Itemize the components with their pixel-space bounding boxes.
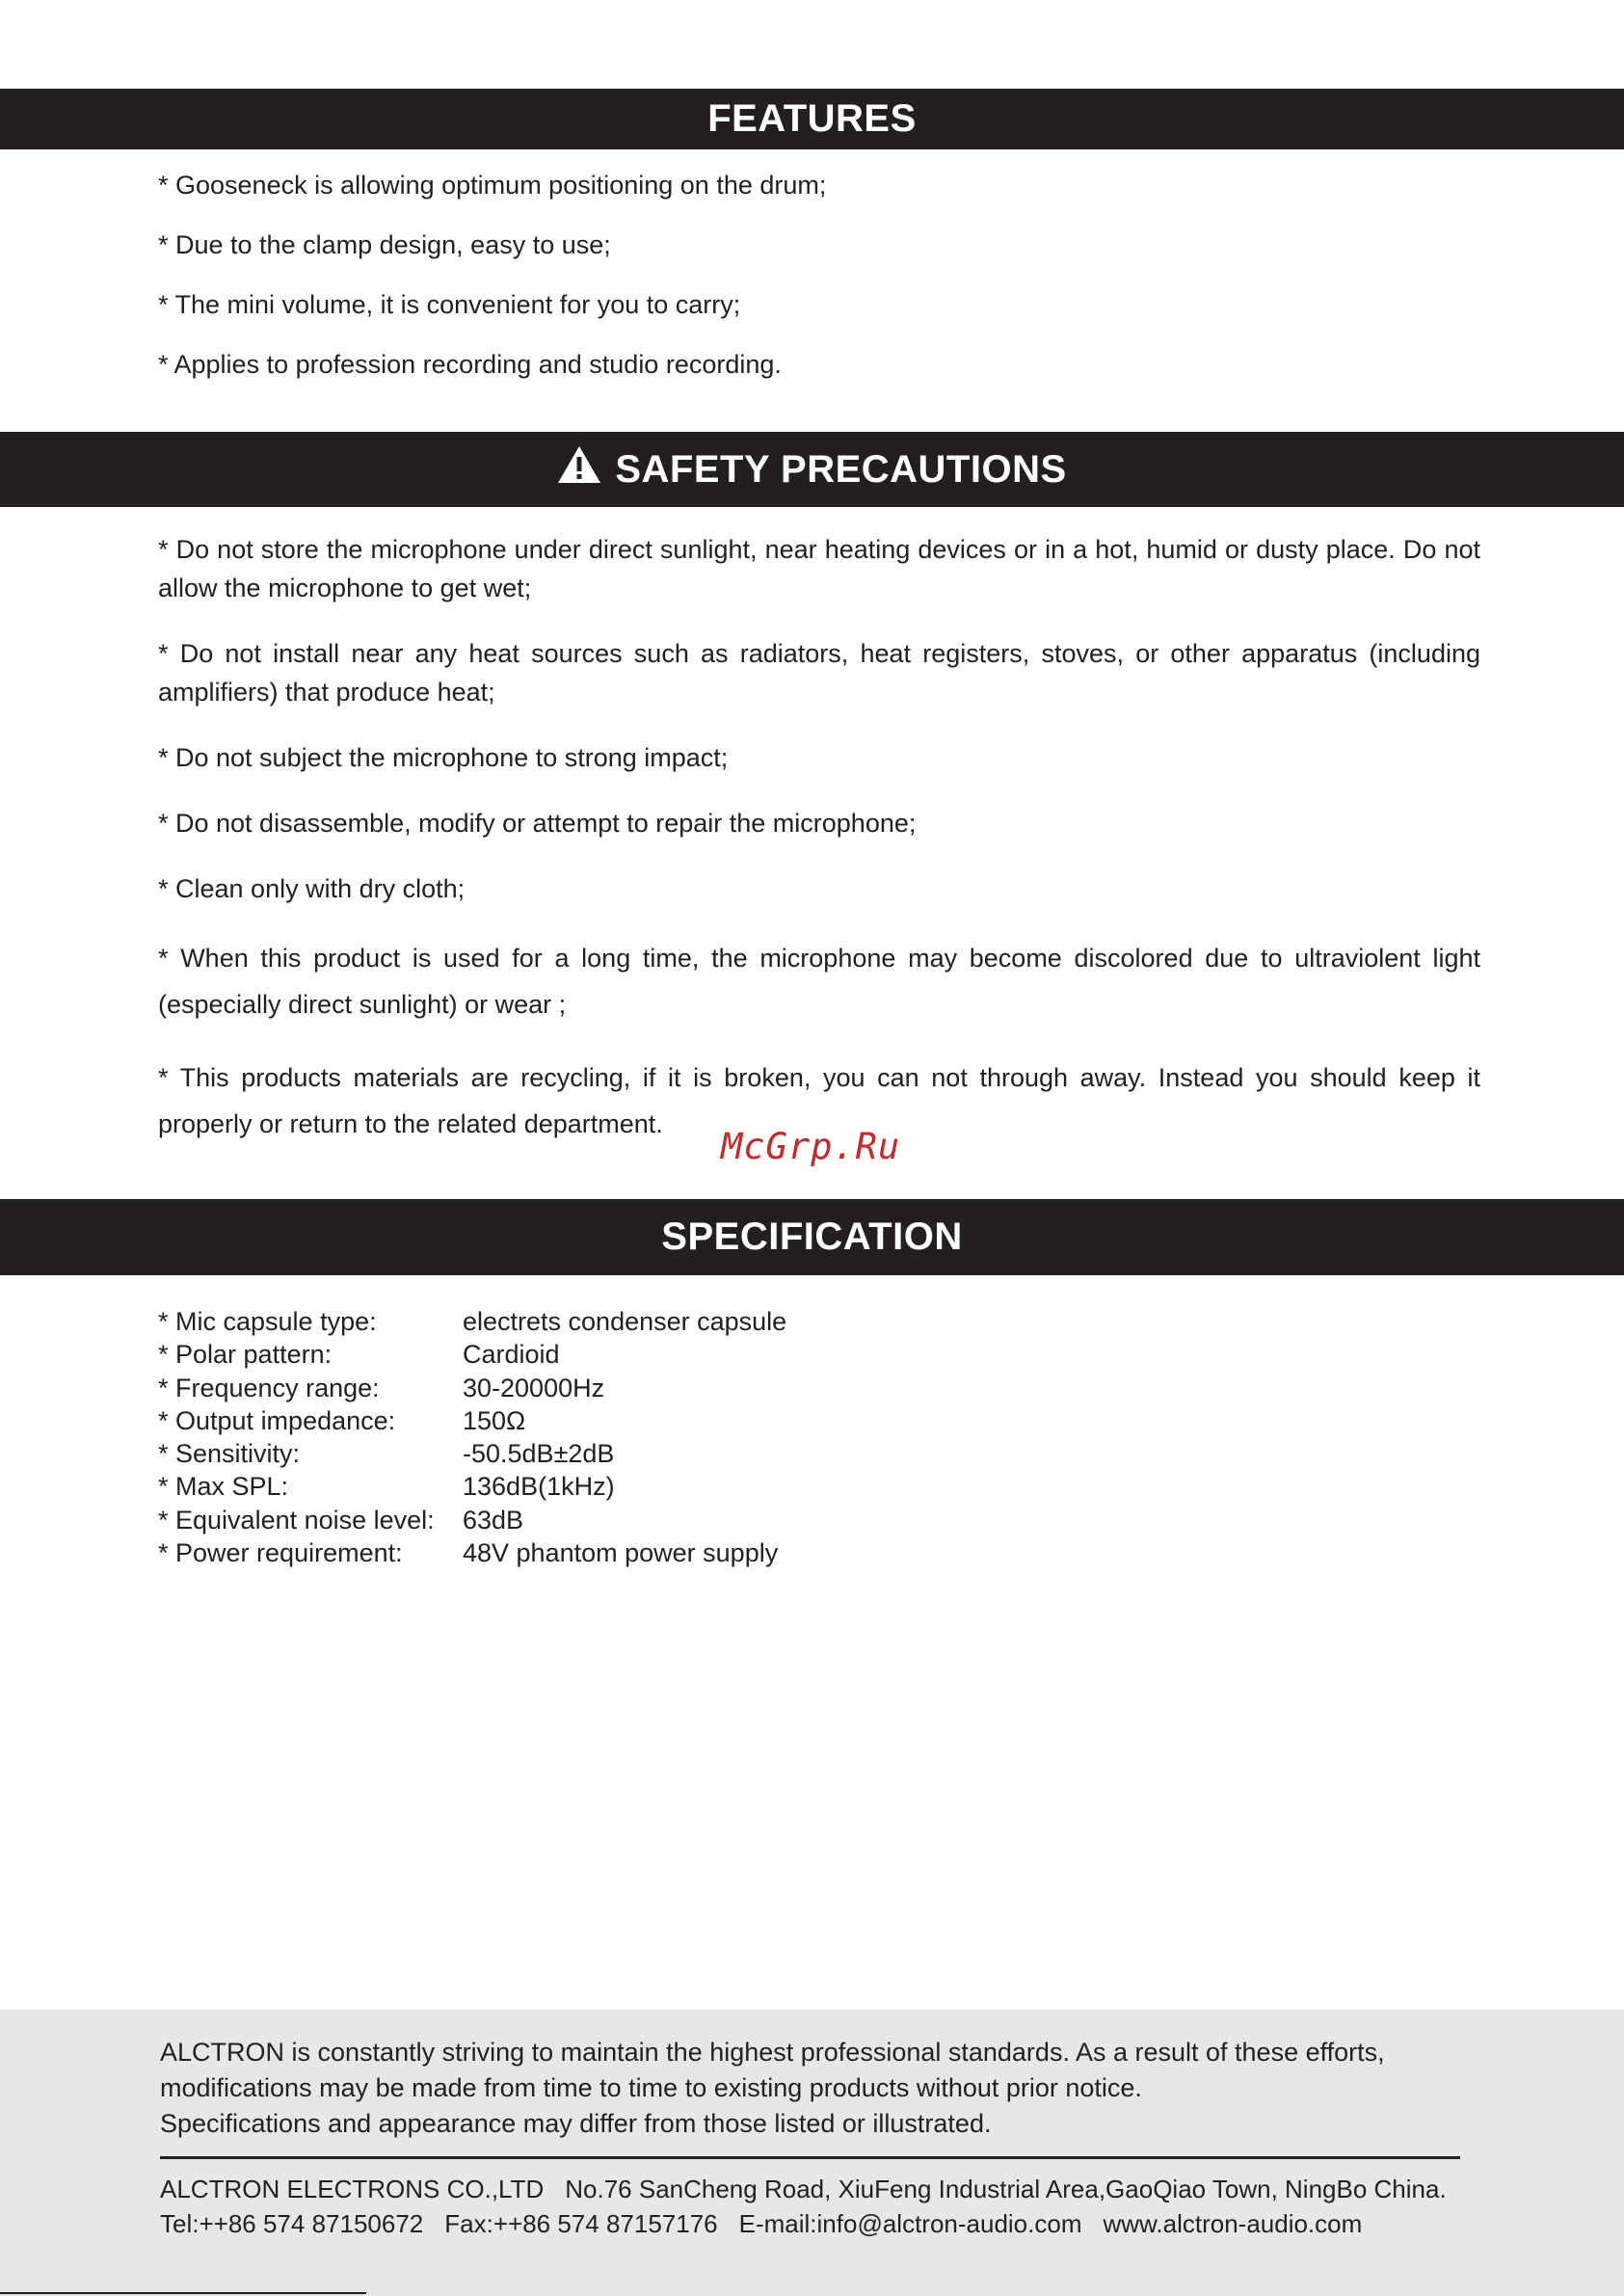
- spec-row: [158, 1404, 786, 1437]
- company-address: No.76 SanCheng Road, XiuFeng Industrial Area,GaoQiao Town, NingBo China.: [565, 2175, 1447, 2203]
- features-title: FEATURES: [707, 97, 917, 140]
- safety-item: * Do not store the microphone under direct sunlight, near heating devices or in a hot, humid or dusty place. Do not allow the microphone to get wet;: [158, 535, 1480, 602]
- feature-item: * Gooseneck is allowing optimum positioning on the drum;: [158, 171, 827, 200]
- spec-row: [158, 1338, 786, 1371]
- safety-item: * Do not install near any heat sources such as radiators, heat registers, stoves, or other apparatus (including amplifiers) that produce heat;: [158, 639, 1480, 707]
- safety-item: * This products materials are recycling, if it is broken, you can not through away. Instead you should keep it properly or return to the related department.: [158, 1063, 1480, 1138]
- spec-label: * Equivalent noise level:: [158, 1505, 435, 1535]
- spec-value: 30-20000Hz: [463, 1373, 605, 1402]
- spec-value: Cardioid: [463, 1340, 560, 1370]
- feature-item: * The mini volume, it is convenient for you to carry;: [158, 290, 741, 319]
- company-name: ALCTRON ELECTRONS CO.,LTD: [160, 2175, 545, 2203]
- spec-value: 48V phantom power supply: [463, 1538, 779, 1568]
- spec-row: [158, 1437, 786, 1470]
- spec-row: [158, 1470, 786, 1503]
- footer-divider: [160, 2156, 1460, 2159]
- spec-value: 63dB: [463, 1505, 524, 1535]
- footer-notice-line: Specifications and appearance may differ from those listed or illustrated.: [160, 2109, 992, 2138]
- spec-value: 150Ω: [463, 1405, 526, 1435]
- warning-triangle-icon: [557, 445, 601, 494]
- spec-label: * Output impedance:: [158, 1405, 396, 1435]
- spec-row: [158, 1372, 786, 1404]
- spec-value: electrets condenser capsule: [463, 1307, 787, 1336]
- spec-value: -50.5dB±2dB: [463, 1439, 615, 1469]
- safety-list: [158, 530, 1480, 1174]
- spec-row: [158, 1536, 786, 1569]
- spec-table: [158, 1305, 786, 1569]
- company-email: E-mail:info@alctron-audio.com: [738, 2209, 1082, 2238]
- safety-item: * Clean only with dry cloth;: [158, 874, 466, 903]
- company-website: www.alctron-audio.com: [1103, 2209, 1363, 2238]
- features-header: [0, 89, 1624, 149]
- specification-title: SPECIFICATION: [661, 1215, 963, 1258]
- spec-label: * Mic capsule type:: [158, 1307, 377, 1336]
- spec-label: * Frequency range:: [158, 1373, 380, 1402]
- safety-item: * Do not subject the microphone to strong impact;: [158, 743, 729, 772]
- safety-item: * When this product is used for a long time, the microphone may become discolored due to ultraviolent light (especially direct sunlight) or wear ;: [158, 944, 1480, 1019]
- feature-item: * Applies to profession recording and studio recording.: [158, 350, 782, 379]
- spec-label: * Power requirement:: [158, 1538, 403, 1568]
- specification-header: [0, 1199, 1624, 1275]
- safety-title: SAFETY PRECAUTIONS: [615, 447, 1067, 491]
- spec-label: * Sensitivity:: [158, 1439, 301, 1469]
- footer-notice-line: modifications may be made from time to time to existing products without prior notice.: [160, 2073, 1142, 2102]
- spec-row: [158, 1305, 786, 1338]
- safety-header: [0, 432, 1624, 507]
- spec-label: * Polar pattern:: [158, 1340, 333, 1370]
- features-list: [158, 166, 1478, 405]
- feature-item: * Due to the clamp design, easy to use;: [158, 230, 611, 259]
- company-fax: Fax:++86 574 87157176: [444, 2209, 718, 2238]
- footer-contact: [160, 2172, 1586, 2241]
- safety-item: * Do not disassemble, modify or attempt to repair the microphone;: [158, 809, 917, 838]
- company-tel: Tel:++86 574 87150672: [160, 2209, 424, 2238]
- bottom-edge-line: [0, 2292, 366, 2294]
- spec-label: * Max SPL:: [158, 1472, 289, 1502]
- footer-notice: [160, 2035, 1509, 2142]
- spec-value: 136dB(1kHz): [463, 1472, 615, 1502]
- spec-row: [158, 1504, 786, 1536]
- watermark: McGrp.Ru: [721, 1126, 901, 1167]
- footer: [0, 2010, 1624, 2296]
- footer-notice-line: ALCTRON is constantly striving to maintain the highest professional standards. As a result of these efforts,: [160, 2038, 1385, 2067]
